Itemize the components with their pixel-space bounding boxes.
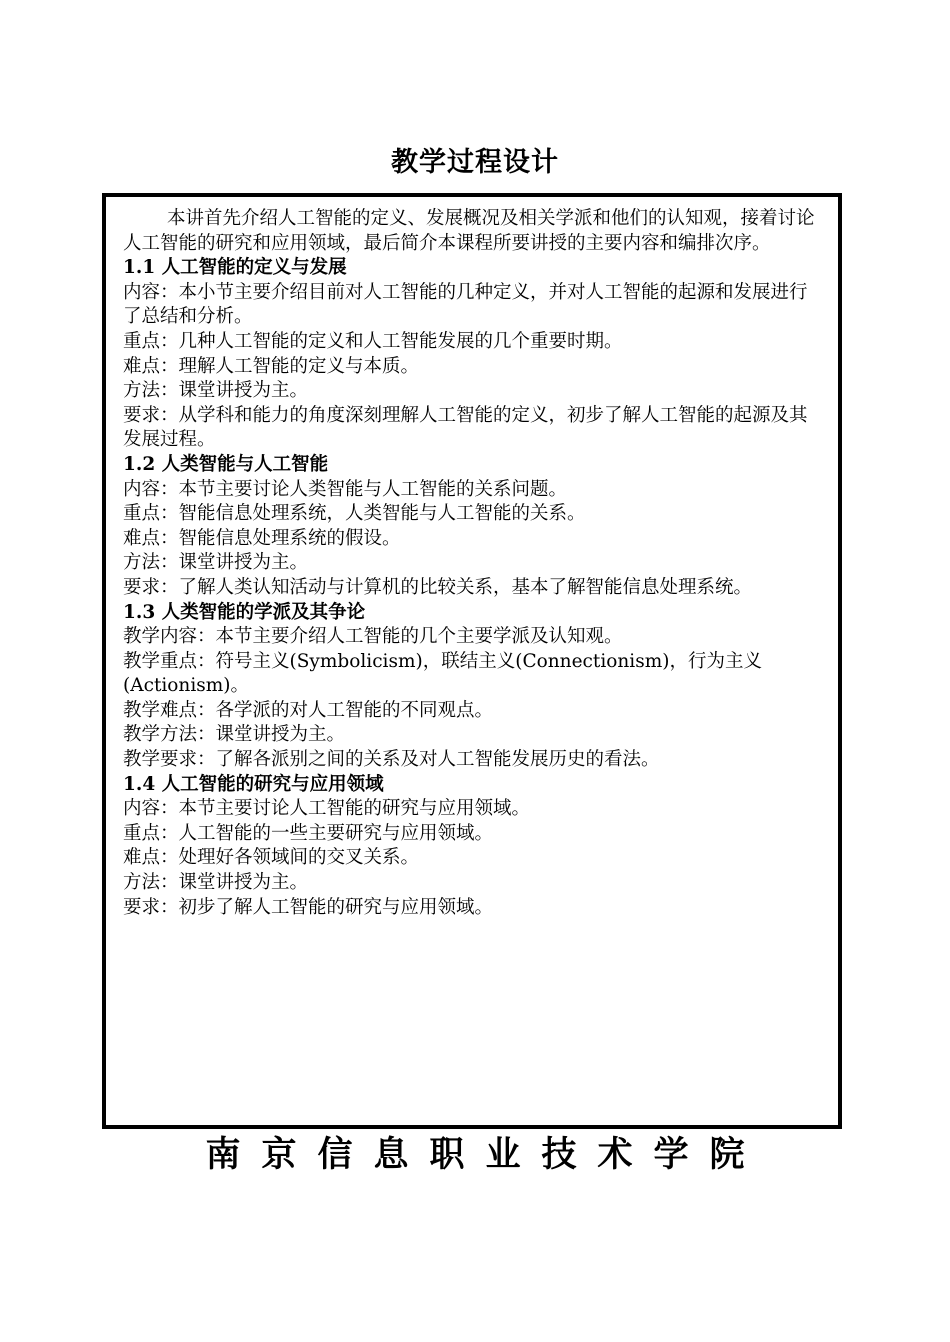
section-1-2-requirement: 要求：了解人类认知活动与计算机的比较关系，基本了解智能信息处理系统。 bbox=[123, 576, 753, 598]
section-1-3-requirement: 教学要求：了解各派别之间的关系及对人工智能发展历史的看法。 bbox=[123, 749, 660, 771]
page-title: 教学过程设计 bbox=[391, 147, 559, 178]
intro-paragraph: 本讲首先介绍人工智能的定义、发展概况及相关学派和他们的认知观，接着讨论人工智能的研究和应用领域，最后简介本课程所要讲授的主要内容和编排次序。 bbox=[123, 208, 815, 254]
section-heading-1-1: 1.1 人工智能的定义与发展 bbox=[123, 257, 347, 279]
section-1-4-requirement: 要求：初步了解人工智能的研究与应用领域。 bbox=[123, 896, 494, 918]
section-1-4-method: 方法：课堂讲授为主。 bbox=[123, 872, 309, 894]
section-heading-1-2: 1.2 人类智能与人工智能 bbox=[123, 453, 329, 475]
section-1-3-focus: 教学重点：符号主义(Symbolicism)，联结主义(Connectionism)，行为主义(Actionism)。 bbox=[123, 650, 762, 697]
section-1-3-content: 教学内容：本节主要介绍人工智能的几个主要学派及认知观。 bbox=[123, 626, 623, 648]
section-1-1-focus: 重点：几种人工智能的定义和人工智能发展的几个重要时期。 bbox=[123, 330, 623, 352]
section-1-1-content: 内容：本小节主要介绍目前对人工智能的几种定义，并对人工智能的起源和发展进行了总结和分析。 bbox=[123, 281, 808, 328]
section-1-1-requirement: 要求：从学科和能力的角度深刻理解人工智能的定义，初步了解人工智能的起源及其发展过程。 bbox=[123, 404, 808, 451]
section-1-1-method: 方法：课堂讲授为主。 bbox=[123, 380, 309, 402]
section-1-2-difficulty: 难点：智能信息处理系统的假设。 bbox=[123, 527, 401, 549]
section-heading-1-4: 1.4 人工智能的研究与应用领域 bbox=[123, 773, 384, 795]
section-1-2-focus: 重点：智能信息处理系统，人类智能与人工智能的关系。 bbox=[123, 503, 586, 525]
section-1-3-difficulty: 教学难点：各学派的对人工智能的不同观点。 bbox=[123, 699, 494, 721]
section-1-4-difficulty: 难点：处理好各领域间的交叉关系。 bbox=[123, 847, 420, 869]
section-1-3-method: 教学方法：课堂讲授为主。 bbox=[123, 724, 346, 746]
content-frame bbox=[102, 193, 842, 1129]
section-1-2-content: 内容：本节主要讨论人类智能与人工智能的关系问题。 bbox=[123, 478, 568, 500]
section-1-4-content: 内容：本节主要讨论人工智能的研究与应用领域。 bbox=[123, 798, 531, 820]
section-1-4-focus: 重点：人工智能的一些主要研究与应用领域。 bbox=[123, 822, 494, 844]
section-1-1-difficulty: 难点：理解人工智能的定义与本质。 bbox=[123, 355, 420, 377]
content-body bbox=[123, 207, 825, 920]
section-1-2-method: 方法：课堂讲授为主。 bbox=[123, 552, 309, 574]
school-name-footer: 南京信息职业技术学院 bbox=[205, 1134, 766, 1175]
section-heading-1-3: 1.3 人类智能的学派及其争论 bbox=[123, 601, 366, 623]
